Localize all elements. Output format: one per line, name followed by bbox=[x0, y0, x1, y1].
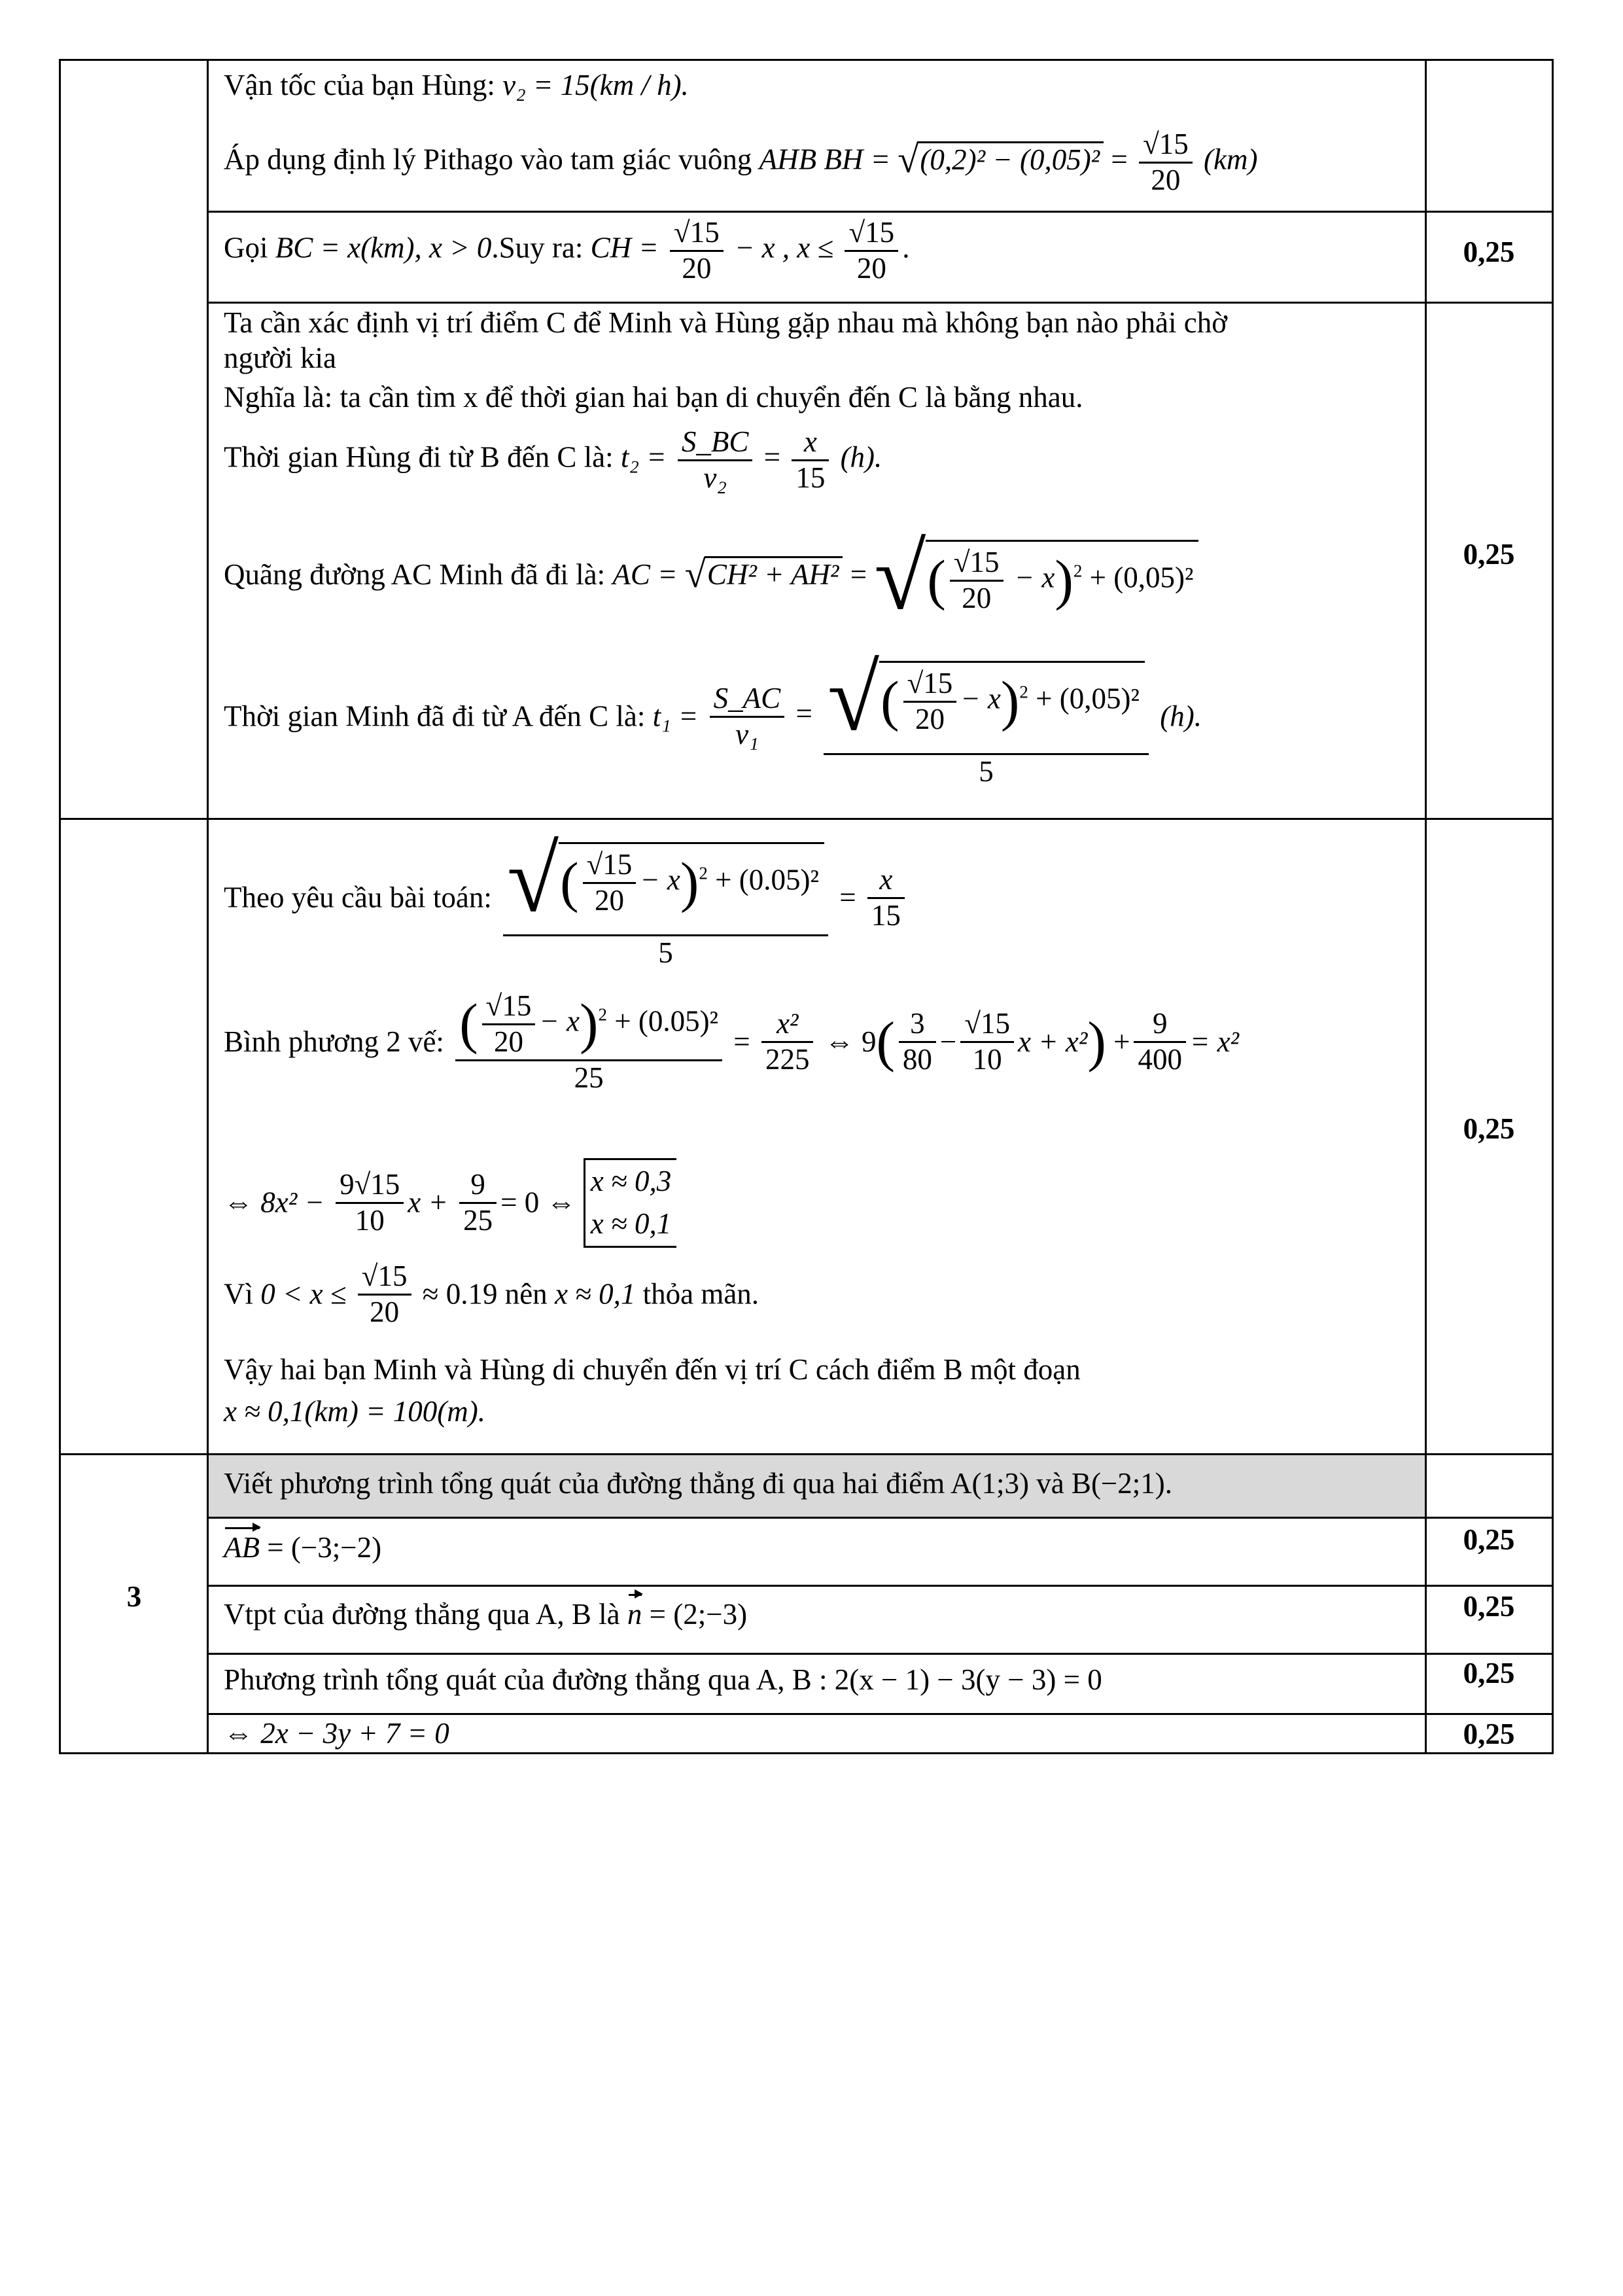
sqrt-sign: √ bbox=[684, 553, 706, 596]
conclusion-line2: x ≈ 0,1(km) = 100(m). bbox=[224, 1395, 485, 1428]
row-line bbox=[208, 1585, 1554, 1587]
hung-time-text: Thời gian Hùng đi từ B đến C là: bbox=[224, 440, 614, 474]
tail: (h). bbox=[840, 440, 882, 474]
score: 0,25 bbox=[1463, 1112, 1515, 1145]
r3-line1: Ta cần xác định vị trí điểm C để Minh và Hùng gặp nhau mà không bạn nào phải chờ bbox=[224, 306, 1228, 339]
tail: (h). bbox=[1160, 699, 1202, 733]
lead: Gọi bbox=[224, 231, 268, 264]
numerator: x bbox=[792, 425, 829, 461]
denominator: v₂ bbox=[703, 461, 727, 494]
velocity-formula: v₂ = 15(km / h). bbox=[502, 69, 689, 101]
velocity-line bbox=[224, 69, 689, 103]
denominator: 20 bbox=[915, 702, 945, 735]
equiv-9: ⇔ 9 bbox=[824, 1025, 877, 1058]
requirement-text: Theo yêu cầu bài toán: bbox=[224, 881, 492, 914]
score: 0,25 bbox=[1463, 1657, 1515, 1689]
x-over-15 bbox=[792, 425, 829, 495]
numerator: √15 bbox=[670, 216, 724, 252]
ac-distance-line bbox=[224, 523, 1198, 632]
bh-lhs: BH = bbox=[824, 143, 891, 176]
ch-fraction bbox=[670, 216, 724, 286]
triangle-name: AHB bbox=[759, 143, 817, 176]
x2-over-225: $\frac{\text{x²}}{225}$ bbox=[761, 1007, 814, 1077]
bh-radicand: (0,2)² − (0,05)² bbox=[917, 141, 1104, 177]
big-sqrt-sign: √ bbox=[874, 525, 926, 629]
sqrt15-over-20 bbox=[903, 667, 957, 737]
q3-header: Viết phương trình tổng quát của đường thẳng đi qua hai điểm A(1;3) và B(−2;1). bbox=[224, 1467, 1173, 1500]
ac-lhs: AC = bbox=[612, 558, 678, 592]
denominator: 20 bbox=[962, 581, 992, 614]
numerator: √15 bbox=[903, 667, 957, 703]
row-line bbox=[59, 818, 1554, 820]
table-border-left bbox=[59, 59, 61, 1753]
square-text: Bình phương 2 vế: bbox=[224, 1025, 444, 1058]
numerator: √15 bbox=[845, 216, 898, 252]
ac-text: Quãng đường AC Minh đã đi là: bbox=[224, 558, 606, 592]
score: 0,25 bbox=[1463, 538, 1515, 571]
score: 0,25 bbox=[1463, 1718, 1515, 1750]
numerator: √15 bbox=[1139, 128, 1193, 164]
requirement-line: Theo yêu cầu bài toán: √( $\frac{√15}{20}$ − x)$^2$ + (0.05)² 5 = $\frac{x}{15}$ bbox=[224, 826, 909, 970]
numerator: √15 bbox=[950, 546, 1003, 582]
t1-lhs: t₁ = bbox=[652, 699, 699, 733]
condition-line: Vì 0 < x ≤ $\frac{√15}{20}$ ≈ 0.19 nên x ≈ 0,1 thỏa mãn. bbox=[224, 1260, 759, 1328]
unit: (km) bbox=[1204, 143, 1258, 176]
equals-sign: = bbox=[850, 558, 867, 592]
hung-time-line: Thời gian Hùng đi từ B đến C là: t₂ = $\frac{S\_BC}{\text{v₂}}$ = $\frac{x}{15}$ (h). bbox=[224, 425, 882, 494]
r3-line2: người kia bbox=[224, 342, 336, 374]
ch-lhs: CH = bbox=[590, 231, 659, 264]
n-vector: n bbox=[627, 1598, 642, 1631]
suy-ra: .Suy ra: bbox=[491, 231, 584, 264]
denominator: 20 bbox=[682, 251, 712, 285]
rhs-fraction: $\frac{x}{15}$ bbox=[867, 863, 905, 933]
table-border-top bbox=[59, 59, 1554, 61]
sqrt15-over-20 bbox=[950, 546, 1003, 616]
equals-sign: = bbox=[1111, 143, 1128, 176]
score: 0,25 bbox=[1463, 1523, 1515, 1556]
lhs-fraction: √( $\frac{√15}{20}$ − x)$^2$ + (0.05)² 5 bbox=[503, 826, 828, 970]
row-line bbox=[208, 1653, 1554, 1655]
table-border-right bbox=[1552, 59, 1554, 1753]
denominator: 5 bbox=[979, 754, 994, 788]
step-final-equation: ⇔ 2x − 3y + 7 = 0 bbox=[224, 1717, 449, 1750]
bc-def: BC = x(km), x > 0 bbox=[275, 231, 492, 264]
solutions-bracket: x ≈ 0,3 x ≈ 0,1 bbox=[584, 1158, 676, 1248]
minus-x: − x bbox=[1014, 561, 1055, 594]
t2-lhs: t₂ = bbox=[620, 440, 667, 474]
minh-time-text: Thời gian Minh đã đi từ A đến C là: bbox=[224, 699, 646, 733]
row-line bbox=[208, 302, 1554, 304]
score: 0,25 bbox=[1463, 1590, 1515, 1623]
ab-vector: AB bbox=[224, 1531, 260, 1564]
big-radicand: ( $\frac{√15}{20}$ − x)$^2$ + (0,05)² bbox=[926, 540, 1198, 616]
numerator: S_BC bbox=[678, 425, 753, 461]
ch-rest: − x , x ≤ bbox=[734, 231, 834, 264]
step-general-equation: Phương trình tổng quát của đường thẳng qua A, B : 2(x − 1) − 3(y − 3) = 0 bbox=[224, 1663, 1102, 1696]
col-divider-2 bbox=[1425, 59, 1427, 1753]
lead: ⇔ 8x² − bbox=[224, 1186, 324, 1219]
row-line bbox=[208, 1713, 1554, 1715]
row-line bbox=[208, 1517, 1554, 1519]
pythagoras-line bbox=[224, 128, 1257, 198]
t1-fraction: √( $\frac{√15}{20}$ − x)$^2$ + (0,05)² 5 bbox=[824, 645, 1149, 788]
bh-fraction bbox=[1139, 128, 1193, 198]
row-line bbox=[208, 211, 1554, 213]
sbc-over-v2 bbox=[678, 425, 753, 495]
table-border-bottom bbox=[59, 1752, 1554, 1754]
question-number: 3 bbox=[126, 1580, 142, 1613]
square-both-line: Bình phương 2 vế: ( $\frac{√15}{20}$ − x)$^2$ + (0.05)² 25 = $\frac{\text{x²}}{225}$ ⇔ 9( $\frac{3}{80}$ − $\frac{√15}{10}$ x + x²) + $\frac{9}{400}$ = x² bbox=[224, 989, 1240, 1094]
score: 0,25 bbox=[1463, 236, 1515, 268]
denominator: 15 bbox=[795, 461, 826, 494]
row-line bbox=[59, 1453, 1554, 1455]
r3-line3: Nghĩa là: ta cần tìm x để thời gian hai bạn di chuyển đến C là bằng nhau. bbox=[224, 381, 1083, 414]
let-bc-line: Gọi BC = x(km), x > 0.Suy ra: CH = $\frac{√15}{20}$ − x , x ≤ $\frac{√15}{20}$ . bbox=[224, 216, 910, 285]
step-normal-vector: Vtpt của đường thẳng qua A, B là n = (2;−3) bbox=[224, 1598, 748, 1631]
sqrt-sign: √ bbox=[898, 137, 919, 181]
denominator: 20 bbox=[856, 251, 886, 285]
plus-term: + (0,05)² bbox=[1089, 561, 1194, 594]
sac-over-v1 bbox=[710, 682, 785, 752]
col-divider-1 bbox=[207, 59, 209, 1753]
x-bound-fraction bbox=[845, 216, 898, 286]
denominator: 20 bbox=[1151, 163, 1181, 196]
pythagoras-text: Áp dụng định lý Pithago vào tam giác vuông bbox=[224, 143, 752, 176]
quadratic-line: ⇔ 8x² − $\frac{9√15}{10}$ x + $\frac{9}{25}$ = 0 ⇔ x ≈ 0,3 x ≈ 0,1 bbox=[224, 1158, 676, 1248]
conclusion-line1: Vậy hai bạn Minh và Hùng di chuyển đến vị trí C cách điểm B một đoạn bbox=[224, 1353, 1081, 1386]
minh-time-line: Thời gian Minh đã đi từ A đến C là: t₁ = $\frac{S\_AC}{\text{v₁}}$ = √( $\frac{√15}{20}$ − x)$^2$ + (0,05)² 5 (h). bbox=[224, 645, 1202, 788]
velocity-text: Vận tốc của bạn Hùng: bbox=[224, 69, 495, 101]
ac-radicand: CH² + AH² bbox=[705, 556, 843, 592]
numerator: S_AC bbox=[710, 682, 785, 718]
step-ab-vector: AB = (−3;−2) bbox=[224, 1531, 382, 1564]
lhs-fraction: ( $\frac{√15}{20}$ − x)$^2$ + (0.05)² 25 bbox=[455, 989, 722, 1095]
denominator: v₁ bbox=[735, 717, 759, 751]
